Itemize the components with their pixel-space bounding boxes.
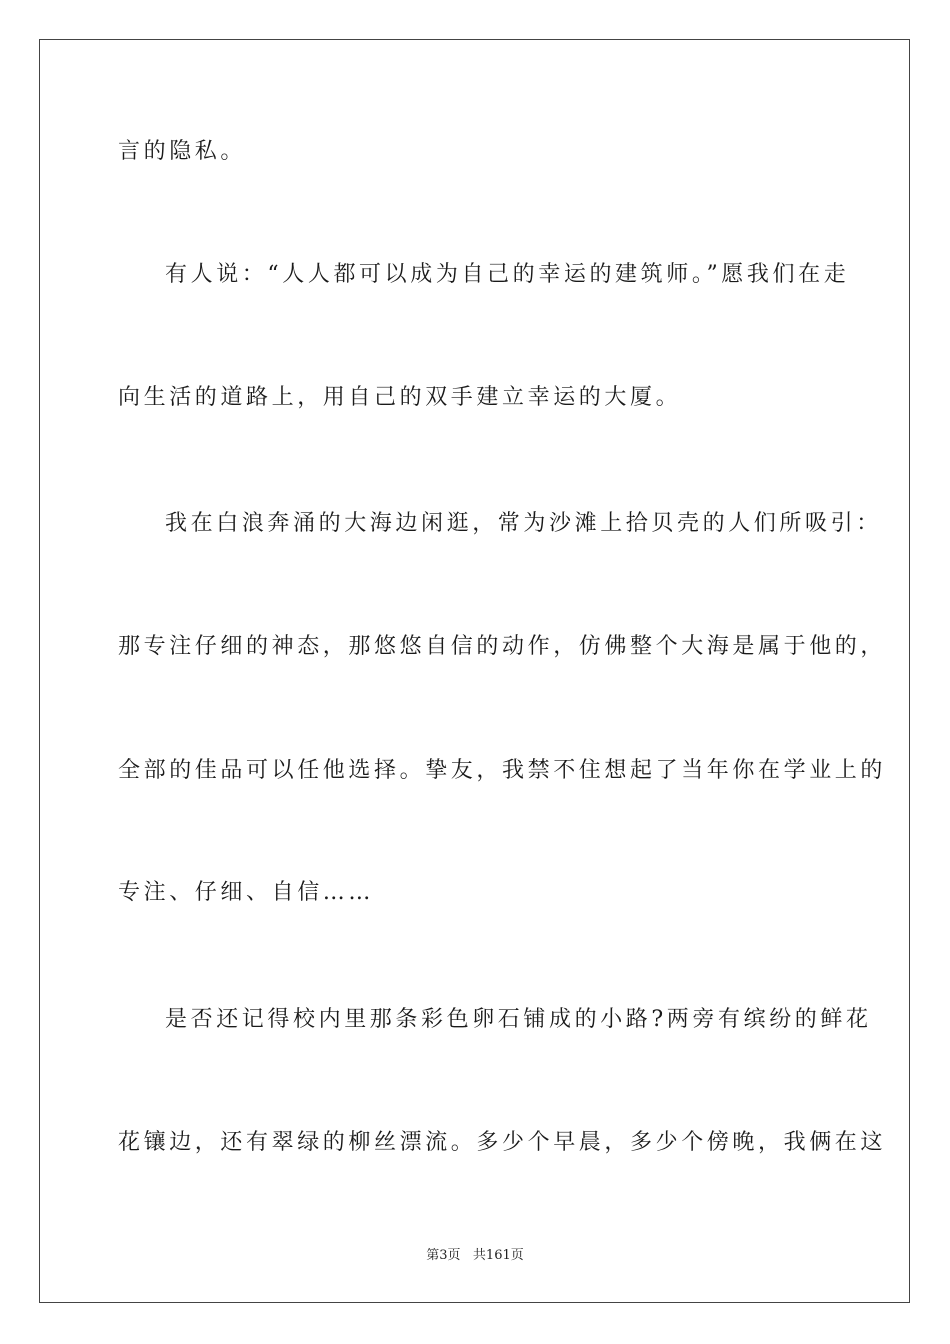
text-line: 向生活的道路上，用自己的双手建立幸运的大厦。 — [118, 385, 682, 410]
page-number-footer: 第3页 共161页 — [426, 1248, 524, 1263]
text-line: 花镶边，还有翠绿的柳丝漂流。多少个早晨，多少个傍晚，我俩在这 — [118, 1130, 887, 1155]
text-line: 专注、仔细、自信…… — [118, 880, 375, 905]
text-line: 那专注仔细的神态，那悠悠自信的动作，仿佛整个大海是属于他的， — [118, 634, 887, 659]
paragraph-start-line: 是否还记得校内里那条彩色卵石铺成的小路?两旁有缤纷的鲜花 — [165, 1007, 872, 1032]
paragraph-start-line: 有人说：“人人都可以成为自己的幸运的建筑师。”愿我们在走 — [165, 262, 850, 287]
page-frame — [39, 39, 910, 1303]
text-line: 全部的佳品可以任他选择。挚友，我禁不住想起了当年你在学业上的 — [118, 758, 887, 783]
text-line: 言的隐私。 — [118, 139, 247, 164]
paragraph-start-line: 我在白浪奔涌的大海边闲逛，常为沙滩上拾贝壳的人们所吸引： — [165, 511, 882, 536]
